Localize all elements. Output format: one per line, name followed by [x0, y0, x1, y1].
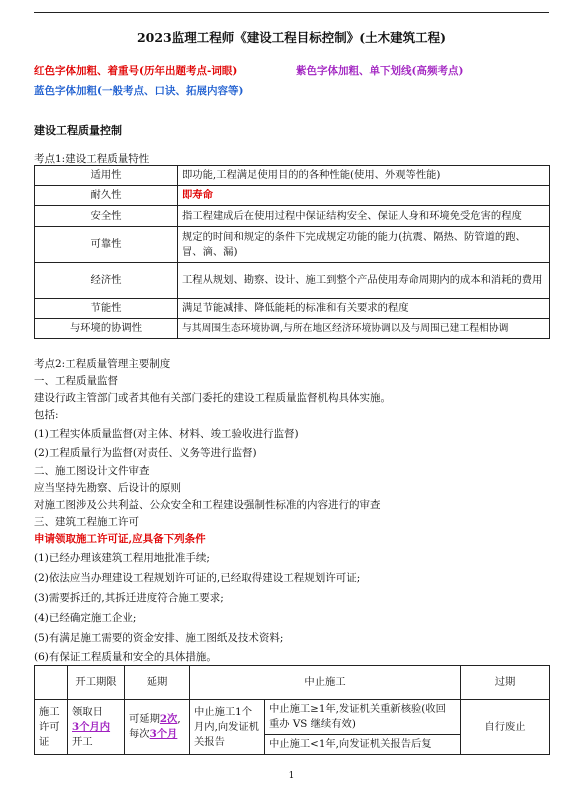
header-expire: 过期 [461, 666, 550, 700]
table-header-row [35, 666, 550, 700]
table-row [35, 206, 550, 227]
header-suspend: 中止施工 [190, 666, 461, 700]
include-item-1: (1)工程实体质量监督(对主体、材料、竣工验收进行监督) [34, 428, 299, 440]
table-row [35, 700, 550, 735]
quality-properties-table [34, 165, 550, 339]
property-desc: 即寿命 [178, 186, 550, 206]
property-name: 与环境的协调性 [35, 319, 178, 339]
header-start: 开工期限 [68, 666, 125, 700]
condition-3: (3)需要拆迁的,其拆迁进度符合施工要求; [34, 592, 224, 604]
property-name: 耐久性 [35, 186, 178, 206]
condition-4: (4)已经确定施工企业; [34, 612, 137, 624]
condition-1: (1)已经办理该建筑工程用地批准手续; [34, 552, 210, 564]
table-row [35, 263, 550, 299]
s1-heading: 一、工程质量监督 [34, 375, 118, 387]
row-label: 施工许可证 [35, 700, 68, 755]
start-c: 开工 [72, 735, 93, 748]
ext-d: 3个月 [149, 728, 178, 740]
property-desc: 工程从规划、勘察、设计、施工到整个产品使用寿命周期内的成本和消耗的费用 [178, 263, 550, 299]
s1-text: 建设行政主管部门或者其他有关部门委托的建设工程质量监督机构具体实施。 [34, 392, 391, 404]
property-name: 可靠性 [35, 227, 178, 263]
property-name: 安全性 [35, 206, 178, 227]
table-row [35, 186, 550, 206]
legend-purple: 紫色字体加粗、单下划线(高频考点) [296, 65, 464, 77]
s2-review: 对施工图涉及公共利益、公众安全和工程建设强制性标准的内容进行的审查 [34, 499, 381, 511]
include-item-2: (2)工程质量行为监督(对责任、义务等进行监督) [34, 447, 257, 459]
table-row [35, 166, 550, 186]
start-a: 领取日 [72, 705, 103, 718]
start-cell [68, 700, 125, 755]
condition-6: (6)有保证工程质量和安全的具体措施。 [34, 651, 217, 663]
legend-blue: 蓝色字体加粗(一般考点、口诀、拓展内容等) [34, 85, 244, 97]
condition-5: (5)有满足施工需要的资金安排、施工图纸及技术资料; [34, 632, 284, 644]
property-name: 适用性 [35, 166, 178, 186]
s2-principle: 应当坚持先勘察、后设计的原则 [34, 482, 181, 494]
ext-b: 2次 [159, 713, 178, 725]
start-b: 3个月内 [72, 720, 111, 733]
suspend-over-year: 中止施工≥1年,发证机关重新核验(收回重办 VS 继续有效) [265, 700, 461, 735]
include-label: 包括: [34, 409, 59, 421]
s2-heading: 二、施工图设计文件审查 [34, 465, 150, 477]
point1-caption: 考点1:建设工程质量特性 [34, 153, 150, 165]
property-name: 经济性 [35, 263, 178, 299]
header-extension: 延期 [125, 666, 190, 700]
s3-heading: 三、建筑工程施工许可 [34, 516, 139, 528]
s3-requirement: 申请领取施工许可证,应具备下列条件 [34, 533, 206, 545]
page-title: 2023监理工程师《建设工程目标控制》(土木建筑工程) [136, 30, 447, 45]
property-desc: 与其周围生态环境协调,与所在地区经济环境协调以及与周围已建工程相协调 [178, 319, 550, 339]
table-row [35, 227, 550, 263]
expire-cell: 自行废止 [461, 700, 550, 755]
header-rule [34, 12, 549, 13]
extension-cell [125, 700, 190, 755]
permit-table [34, 665, 550, 755]
property-desc: 即功能,工程满足使用目的的各种性能(使用、外观等性能) [178, 166, 550, 186]
table-row [35, 299, 550, 319]
ext-c: ,每次 [129, 713, 181, 740]
property-desc: 指工程建成后在使用过程中保证结构安全、保证人身和环境免受危害的程度 [178, 206, 550, 227]
point2-caption: 考点2:工程质量管理主要制度 [34, 358, 171, 370]
corner-cell [35, 666, 68, 700]
property-name: 节能性 [35, 299, 178, 319]
section-title: 建设工程质量控制 [34, 124, 122, 137]
suspend-main: 中止施工1个月内,向发证机关报告 [190, 700, 265, 755]
page-number: 1 [288, 771, 295, 781]
property-desc: 满足节能减排、降低能耗的标准和有关要求的程度 [178, 299, 550, 319]
ext-a: 可延期 [129, 713, 160, 725]
suspend-under-year: 中止施工<1年,向发证机关报告后复 [265, 735, 461, 755]
legend-red: 红色字体加粗、着重号(历年出题考点-词眼) [34, 65, 238, 77]
property-desc: 规定的时间和规定的条件下完成规定功能的能力(抗震、隔热、防管道的跑、冒、滴、漏) [178, 227, 550, 263]
condition-2: (2)依法应当办理建设工程规划许可证的,已经取得建设工程规划许可证; [34, 572, 361, 584]
table-row [35, 319, 550, 339]
